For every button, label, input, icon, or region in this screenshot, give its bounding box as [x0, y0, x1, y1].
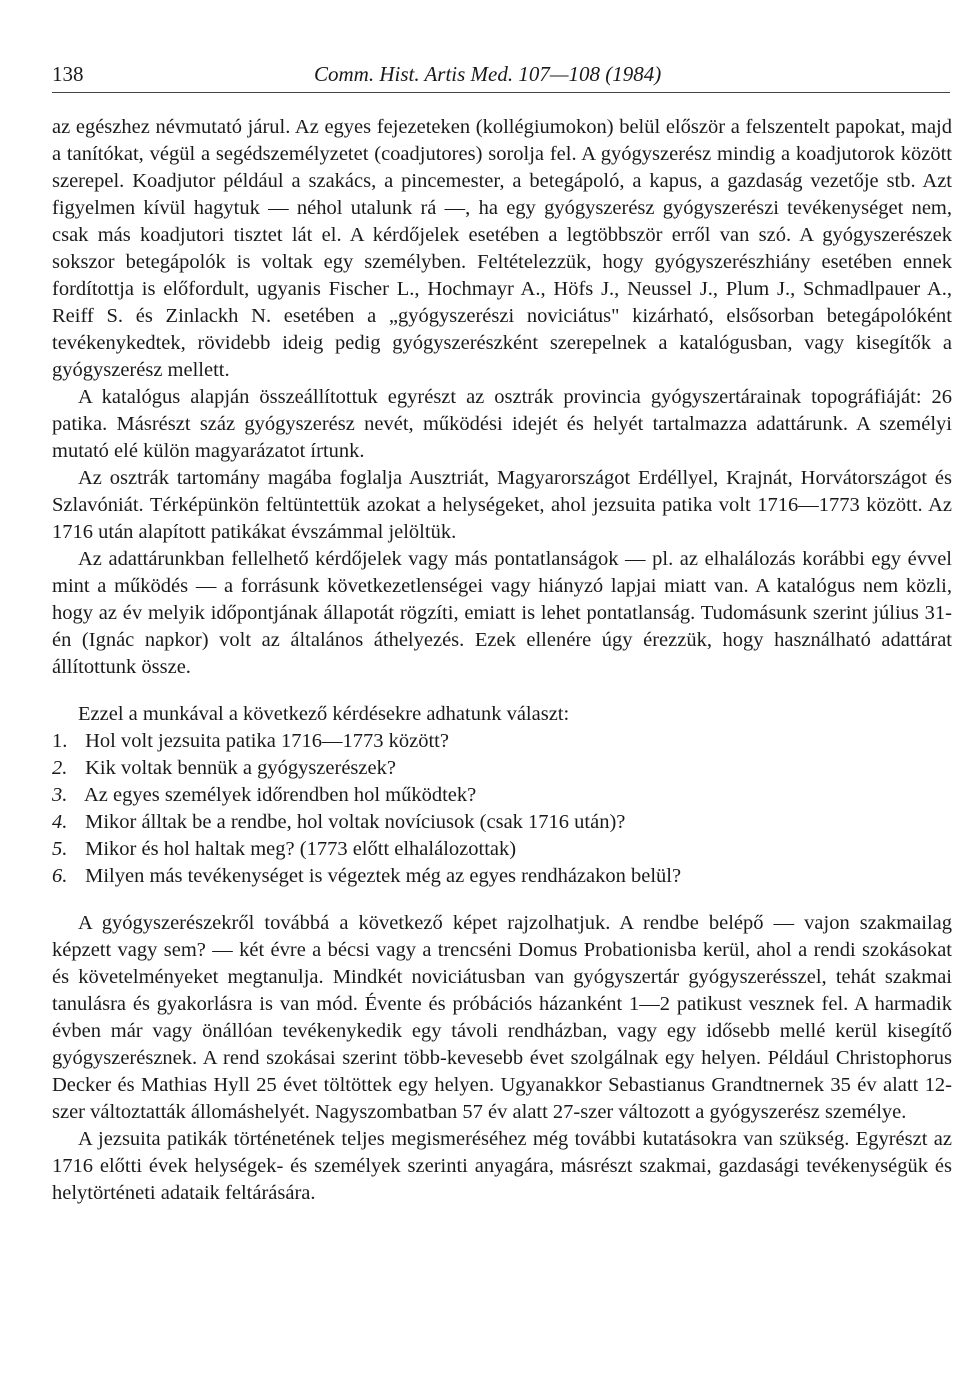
list-item [52, 728, 952, 755]
question-text: Az egyes személyek időrendben hol működtek? [84, 784, 477, 806]
question-list [52, 728, 952, 890]
question-text: Milyen más tevékenységet is végeztek még az egyes rendházakon belül? [85, 865, 682, 887]
question-number: 4. [52, 811, 68, 833]
spacer [52, 681, 952, 701]
question-text: Hol volt jezsuita patika 1716—1773 között? [85, 730, 449, 752]
list-item [52, 836, 952, 863]
paragraph: az egészhez névmutató járul. Az egyes fejezeteken (kollégiumokon) belül először a felszentelt papokat, majd a tanítókat, végül a segédszemélyzetet (coadjutores) sorolja fel. A gyógyszerész mindig a koadjutorok között szerepel. Koadjutor például a szakács, a pincemester, a betegápoló, a kapus, a gazdaság vezetője stb. Azt figyelmen kívül hagytuk — néhol utalunk rá —, ha egy gyógyszerész gyógyszerészi tevékenységet nem, csak más koadjutori tisztet lát el. A kérdőjelek esetében a legtöbbször erről van szó. A gyógyszerészek sokszor betegápolók is voltak egy személyben. Feltételezzük, hogy gyógyszerészhiány esetében ennek fordítottja is előfordult, ugyanis Fischer L., Hochmayr A., Höfs J., Neussel J., Plum J., Schmadlpauer A., Reiff S. és Zinlackh N. esetében a „gyógyszerészi noviciátus" kizárható, elsősorban betegápolóként tevékenykedtek, rövidebb ideig pedig gyógyszerészként szerepelnek a katalógusban, vagy kisegítők a gyógyszerész mellett. [52, 116, 952, 381]
question-text: Kik voltak bennük a gyógyszerészek? [85, 757, 396, 779]
question-number: 5. [52, 838, 68, 860]
list-item [52, 782, 952, 809]
paragraph: Az osztrák tartomány magába foglalja Ausztriát, Magyarországot Erdéllyel, Krajnát, Horvátországot és Szlavóniát. Térképünkön feltüntettük azokat a helységeket, ahol jezsuita patika volt 1716—1773 között. Az 1716 után alapított patikákat évszámmal jelöltük. [52, 467, 952, 543]
header-rule [52, 92, 950, 93]
body-text [52, 114, 952, 1207]
list-item [52, 809, 952, 836]
list-item [52, 755, 952, 782]
paragraph: A katalógus alapján összeállítottuk egyrészt az osztrák provincia gyógyszertárainak topográfiáját: 26 patika. Másrészt száz gyógyszerész nevét, működési idejét és helyét tartalmazza adattárunk. A személyi mutató elé külön magyarázatot írtunk. [52, 386, 952, 462]
journal-reference: Comm. Hist. Artis Med. 107—108 (1984) [314, 62, 662, 86]
question-text: Mikor és hol haltak meg? (1773 előtt elhalálozottak) [85, 838, 517, 860]
question-number: 2. [52, 757, 68, 779]
question-number: 6. [52, 865, 68, 887]
page-number: 138 [52, 62, 84, 86]
paragraph: A jezsuita patikák történetének teljes megismeréséhez még további kutatásokra van szükség. Egyrészt az 1716 előtti évek helységek- és személyek szerinti anyagára, másrészt szakmai, gazdasági tevékenységük és helytörténeti adataik feltárására. [52, 1128, 952, 1204]
list-item [52, 863, 952, 890]
question-number: 1. [52, 730, 68, 752]
question-text: Mikor álltak be a rendbe, hol voltak novíciusok (csak 1716 után)? [85, 811, 626, 833]
paragraph: A gyógyszerészekről továbbá a következő képet rajzolhatjuk. A rendbe belépő — vajon szakmailag képzett vagy sem? — két évre a bécsi vagy a trencséni Domus Probationisba kerül, ahol a rendi szokásokat és követelményeket megtanulja. Mindkét noviciátusban van gyógyszertár gyógyszerésszel, tehát szakmai tanulásra és gyakorlásra is van mód. Évente és próbációs házanként 1—2 patikust vesznek fel. A harmadik évben már vagy önállóan tevékenykedik egy távoli rendházban, vagy egy idősebb mellé kerül kisegítő gyógyszerésznek. A rend szokásai szerint több-kevesebb évet szolgálnak egy helyen. Például Christophorus Decker és Mathias Hyll 25 évet töltöttek egy helyen. Ugyanakkor Sebastianus Grandtnernek 35 év alatt 12-szer változtatták állomáshelyét. Nagyszombatban 57 év alatt 27-szer változott a gyógyszerész személye. [52, 912, 952, 1123]
questions-intro: Ezzel a munkával a következő kérdésekre adhatunk választ: [78, 703, 570, 725]
spacer [52, 890, 952, 910]
question-number: 3. [52, 784, 68, 806]
running-header [52, 60, 952, 94]
paragraph: Az adattárunkban fellelhető kérdőjelek vagy más pontatlanságok — pl. az elhalálozás korábbi egy évvel mint a működés — a forrásunk következetlenségei vagy hiányzó lapjai miatt van. A katalógus nem közli, hogy az év melyik időpontjának állapotát rögzíti, emiatt is lehet pontatlanság. Tudomásunk szerint július 31-én (Ignác napkor) volt az általános áthelyezés. Ezek ellenére úgy érezzük, hogy használható adattárat állítottunk össze. [52, 548, 952, 678]
